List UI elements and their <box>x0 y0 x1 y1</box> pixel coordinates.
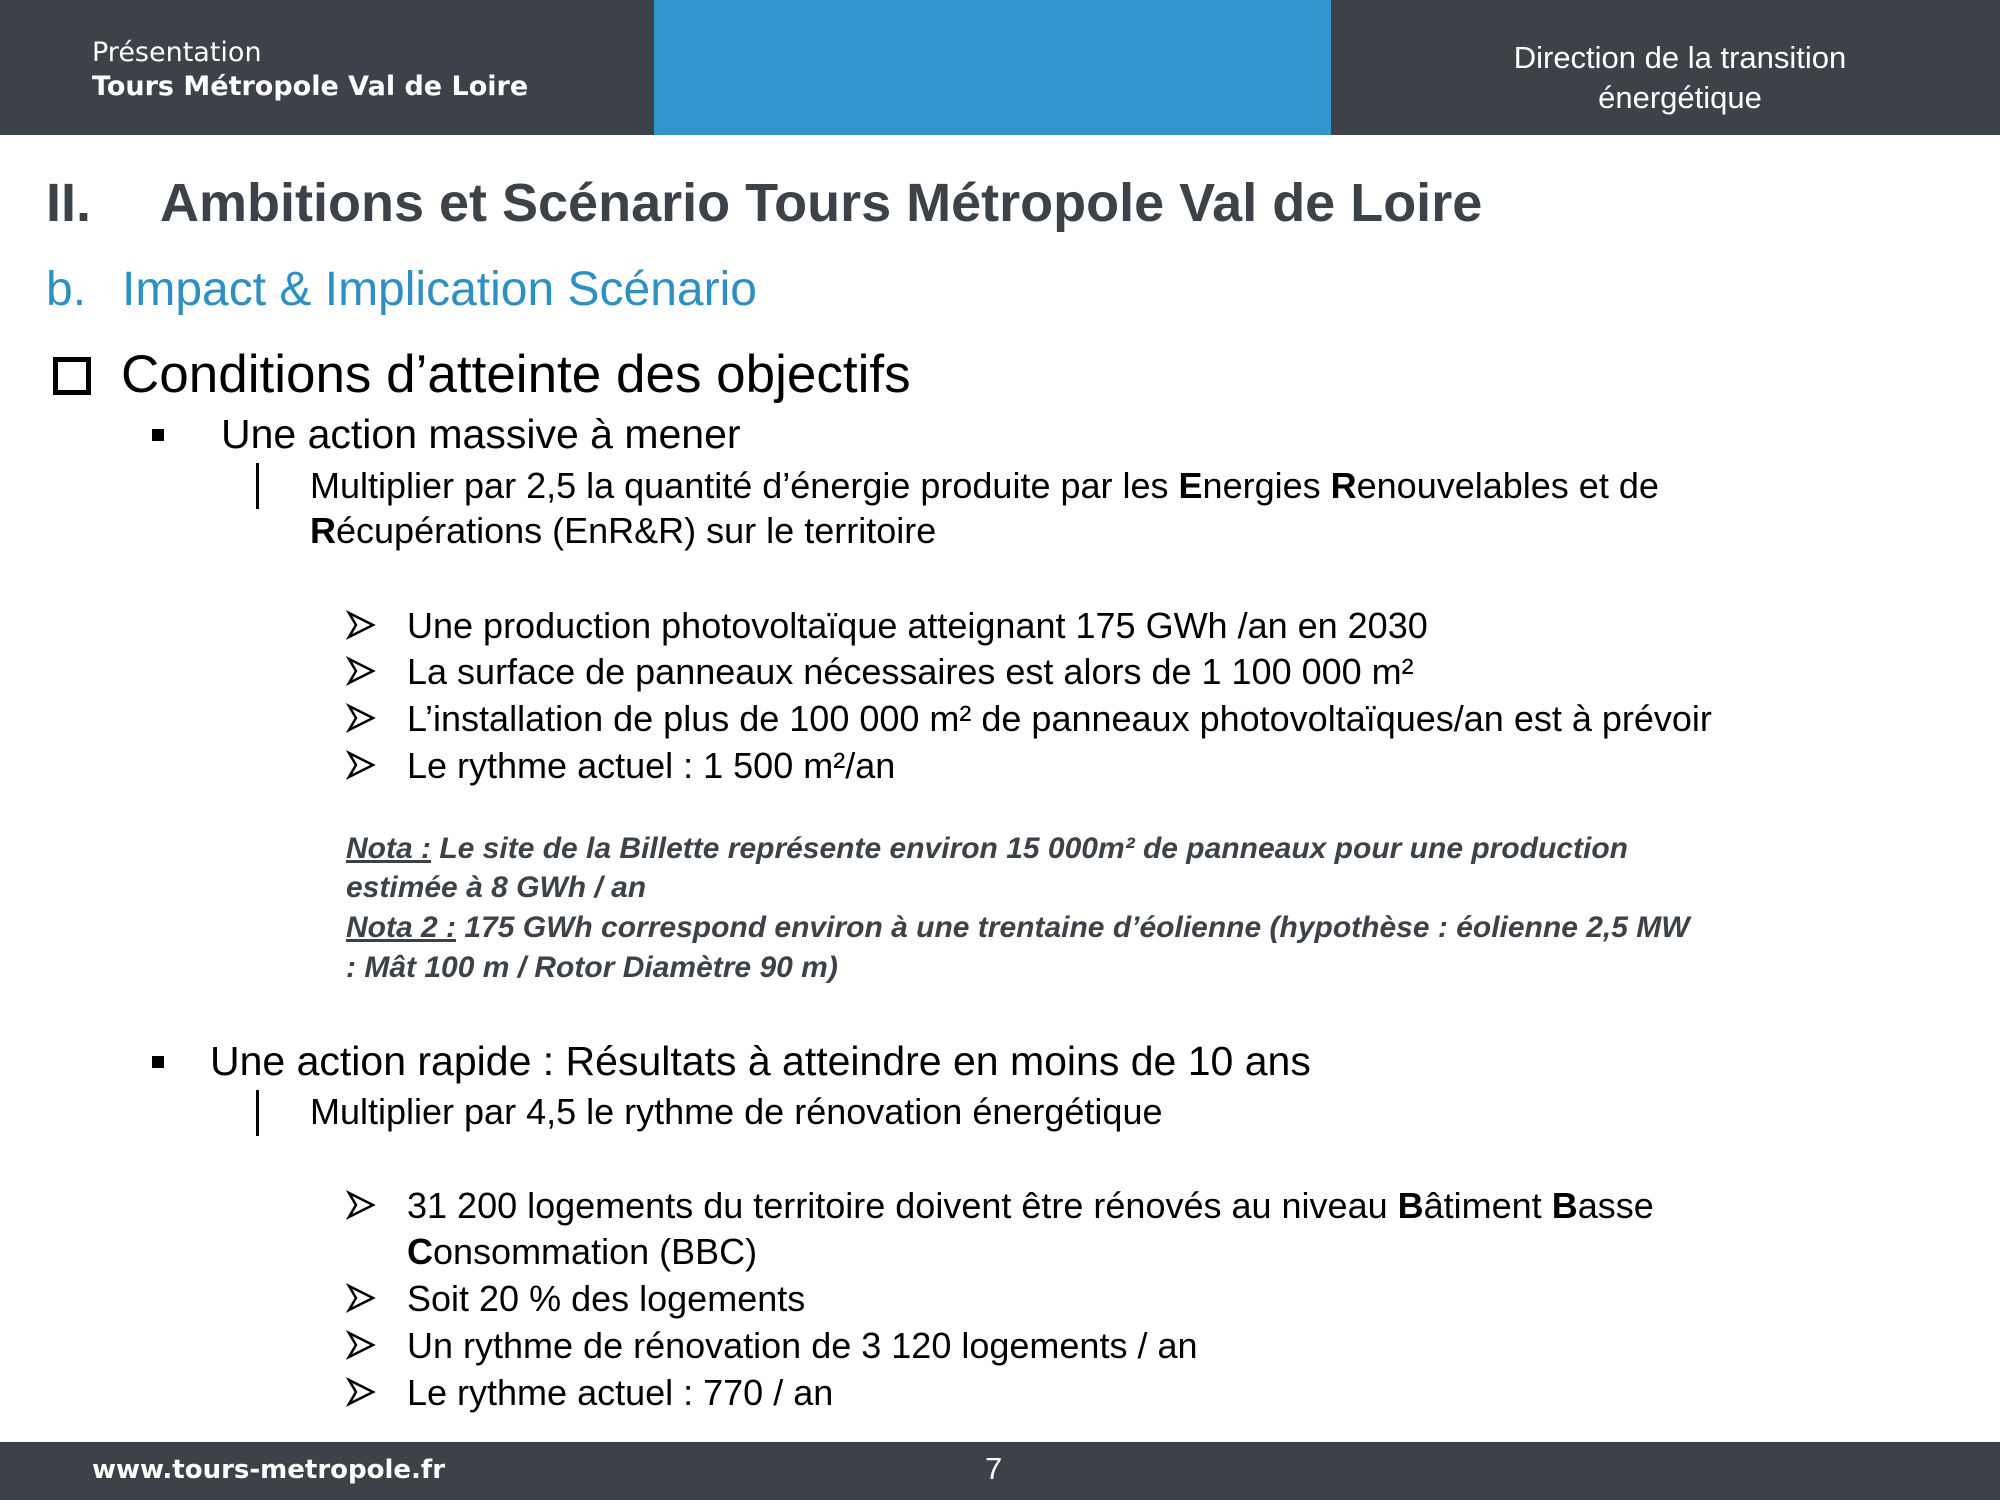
arrow-bullet-icon <box>346 1283 376 1313</box>
arrow-bullet-icon <box>346 703 376 733</box>
action1-point-4: Le rythme actuel : 1 500 m²/an <box>407 745 896 786</box>
nota-1-line-1: Nota : Le site de la Billette représente environ 15 000m² de panneaux pour une production <box>346 832 1628 865</box>
subsection-letter: b. <box>46 263 87 316</box>
action2-point-3: Un rythme de rénovation de 3 120 logements / an <box>407 1325 1198 1366</box>
presentation-label: Présentation <box>92 37 262 68</box>
action1-point-2: La surface de panneaux nécessaires est alors de 1 100 000 m² <box>407 651 1414 692</box>
arrow-bullet-icon <box>346 610 376 640</box>
direction-line-1: Direction de la transition <box>1513 40 1847 75</box>
checkbox-icon <box>53 357 91 395</box>
organization-name: Tours Métropole Val de Loire <box>92 71 529 102</box>
action1-point-1: Une production photovoltaïque atteignant 175 GWh /an en 2030 <box>407 605 1428 646</box>
nota-1-line-2: estimée à 8 GWh / an <box>346 871 647 904</box>
action1-title: Une action massive à mener <box>221 411 741 457</box>
nota-2-line-1: Nota 2 : 175 GWh correspond environ à une trentaine d’éolienne (hypothèse : éolienne 2,5 MW <box>346 911 1690 944</box>
arrow-bullet-icon <box>346 1190 376 1220</box>
vertical-bar-icon <box>256 463 259 509</box>
action2-point-1-line-1: 31 200 logements du territoire doivent être rénovés au niveau Bâtiment Basse <box>407 1185 1654 1226</box>
action1-target-line-1: Multiplier par 2,5 la quantité d’énergie produite par les Energies Renouvelables et de <box>310 465 1659 506</box>
action1-point-3: L’installation de plus de 100 000 m² de panneaux photovoltaïques/an est à prévoir <box>407 698 1712 739</box>
nota-2-line-2: : Mât 100 m / Rotor Diamètre 90 m) <box>346 951 838 984</box>
page-number: 7 <box>985 1451 1003 1486</box>
arrow-bullet-icon <box>346 1330 376 1360</box>
conditions-title: Conditions d’atteinte des objectifs <box>121 345 911 404</box>
action2-point-4: Le rythme actuel : 770 / an <box>407 1372 834 1413</box>
action2-point-2: Soit 20 % des logements <box>407 1278 806 1319</box>
action2-point-1-line-2: Consommation (BBC) <box>407 1231 758 1272</box>
direction-line-2: énergétique <box>1598 80 1762 115</box>
arrow-bullet-icon <box>346 656 376 686</box>
square-bullet-icon <box>152 1056 164 1068</box>
section-title: Ambitions et Scénario Tours Métropole Val de Loire <box>160 173 1483 233</box>
action1-target-line-2: Récupérations (EnR&R) sur le territoire <box>310 510 937 551</box>
arrow-bullet-icon <box>346 1377 376 1407</box>
section-number: II. <box>46 173 92 233</box>
subsection-title: Impact & Implication Scénario <box>122 263 757 316</box>
arrow-bullet-icon <box>346 750 376 780</box>
vertical-bar-icon <box>256 1090 259 1136</box>
header-accent-block <box>654 0 1331 135</box>
action2-target: Multiplier par 4,5 le rythme de rénovation énergétique <box>310 1091 1163 1132</box>
direction-label <box>1470 38 1890 118</box>
square-bullet-icon <box>152 429 164 441</box>
website-url: www.tours-metropole.fr <box>92 1455 446 1485</box>
action2-title: Une action rapide : Résultats à atteindre en moins de 10 ans <box>210 1038 1311 1084</box>
